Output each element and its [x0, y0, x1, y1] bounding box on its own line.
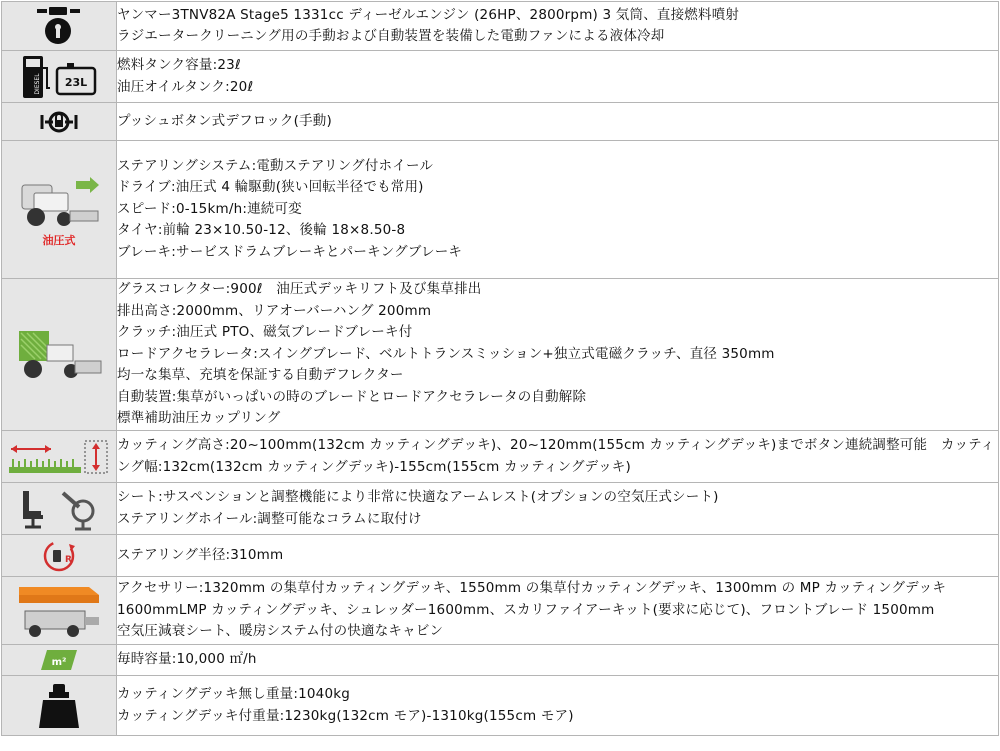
spec-line: 油圧オイルタンク:20ℓ — [117, 78, 254, 95]
cutting-height-icon — [2, 431, 117, 483]
spec-line: ラジエータークリーニング用の手動および自動装置を装備した電動ファンによる液体冷却 — [117, 28, 665, 44]
spec-line: 空気圧減衰シート、暖房システム付の快適なキャビン — [117, 623, 444, 640]
spec-line: シート:サスペンションと調整機能により非常に快適なアームレスト(オプションの空気圧式シート) — [117, 489, 719, 505]
spec-text-capacity — [117, 645, 999, 676]
hydraulic-badge: 油圧式 — [42, 233, 76, 247]
spec-row-capacity — [2, 645, 999, 676]
spec-text-collector — [117, 279, 999, 431]
spec-line: 毎時容量:10,000 ㎡/h — [117, 651, 257, 668]
spec-text-seat — [117, 483, 999, 535]
turning-radius-icon — [2, 535, 117, 577]
accessories-icon — [2, 577, 117, 645]
spec-row-weight — [2, 676, 999, 736]
svg-text:R: R — [65, 554, 72, 565]
spec-table — [1, 1, 999, 736]
spec-line: アクセサリー:1320mm の集草付カッティングデッキ、1550mm の集草付カッティングデッキ、1300mm の MP カッティングデッキ — [117, 580, 947, 597]
spec-line: カッティング高さ:20~100mm(132cm カッティングデッキ)、20~120mm(155cm カッティングデッキ)までボタン連続調整可能 カッティング幅:132cm(132cm カッティングデッキ)-155cm(155cm カッティングデッキ) — [117, 437, 995, 475]
spec-text-accessories — [117, 577, 999, 645]
spec-line: ドライブ:油圧式 4 輪駆動(狭い回転半径でも常用) — [117, 179, 424, 196]
svg-text:23L: 23L — [64, 75, 88, 89]
spec-row-difflock — [2, 103, 999, 141]
spec-line: 1600mmLMP カッティングデッキ、シュレッダー1600mm、スカリファイアーキット(要求に応じて)、フロントブレード 1500mm — [117, 601, 935, 618]
spec-text-difflock — [117, 103, 999, 141]
spec-text-cutting — [117, 431, 999, 483]
area-capacity-icon — [2, 645, 117, 676]
spec-line: 自動装置:集草がいっぱいの時のブレードとロードアクセラレータの自動解除 — [117, 388, 587, 405]
spec-row-engine — [2, 2, 999, 51]
engine-key-icon — [2, 2, 117, 51]
spec-line: 燃料タンク容量:23ℓ — [117, 57, 241, 73]
diff-lock-icon — [2, 103, 117, 141]
weight-icon — [2, 676, 117, 736]
svg-text:m²: m² — [51, 657, 67, 668]
spec-line: カッティングデッキ無し重量:1040kg — [117, 686, 351, 702]
spec-row-collector — [2, 279, 999, 431]
spec-line: ブレーキ:サービスドラムブレーキとパーキングブレーキ — [117, 243, 463, 260]
spec-text-drive — [117, 141, 999, 279]
spec-line: 排出高さ:2000mm、リアオーバーハング 200mm — [117, 302, 432, 319]
seat-icon — [2, 483, 117, 535]
spec-line: ステアリングシステム:電動ステアリング付ホイール — [117, 157, 434, 174]
spec-line: ヤンマー3TNV82A Stage5 1331cc ディーゼルエンジン (26HP、2800rpm) 3 気筒、直接燃料噴射 — [117, 6, 740, 23]
spec-line: タイヤ:前輪 23×10.50-12、後輪 18×8.50-8 — [117, 222, 406, 239]
spec-text-fuel — [117, 51, 999, 103]
spec-line: カッティングデッキ付重量:1230kg(132cm モア)-1310kg(155cm モア) — [117, 707, 574, 724]
spec-row-drive — [2, 141, 999, 279]
spec-text-engine — [117, 2, 999, 51]
spec-row-cutting — [2, 431, 999, 483]
spec-row-fuel — [2, 51, 999, 103]
mower-hydraulic-icon — [2, 141, 117, 279]
spec-row-radius — [2, 535, 999, 577]
svg-text:DIESEL: DIESEL — [34, 72, 41, 95]
fuel-diesel-icon — [2, 51, 117, 103]
spec-line: グラスコレクター:900ℓ 油圧式デッキリフト及び集草排出 — [117, 281, 482, 298]
spec-line: ロードアクセラレータ:スイングブレード、ベルトトランスミッション+独立式電磁クラッチ、直径 350mm — [117, 345, 775, 362]
spec-line: 標準補助油圧カップリング — [117, 410, 281, 427]
spec-line: ステアリング半径:310mm — [117, 546, 284, 563]
mower-grass-collector-icon — [2, 279, 117, 431]
spec-row-seat — [2, 483, 999, 535]
spec-line: クラッチ:油圧式 PTO、磁気ブレードブレーキ付 — [117, 324, 413, 341]
spec-line: スピード:0-15km/h:連続可変 — [117, 200, 302, 217]
spec-line: 均一な集草、充填を保証する自動デフレクター — [117, 367, 404, 384]
spec-line: プッシュボタン式デフロック(手動) — [117, 112, 332, 129]
spec-line: ステアリングホイール:調整可能なコラムに取付け — [117, 510, 422, 527]
spec-text-radius — [117, 535, 999, 577]
spec-row-accessories — [2, 577, 999, 645]
spec-text-weight — [117, 676, 999, 736]
